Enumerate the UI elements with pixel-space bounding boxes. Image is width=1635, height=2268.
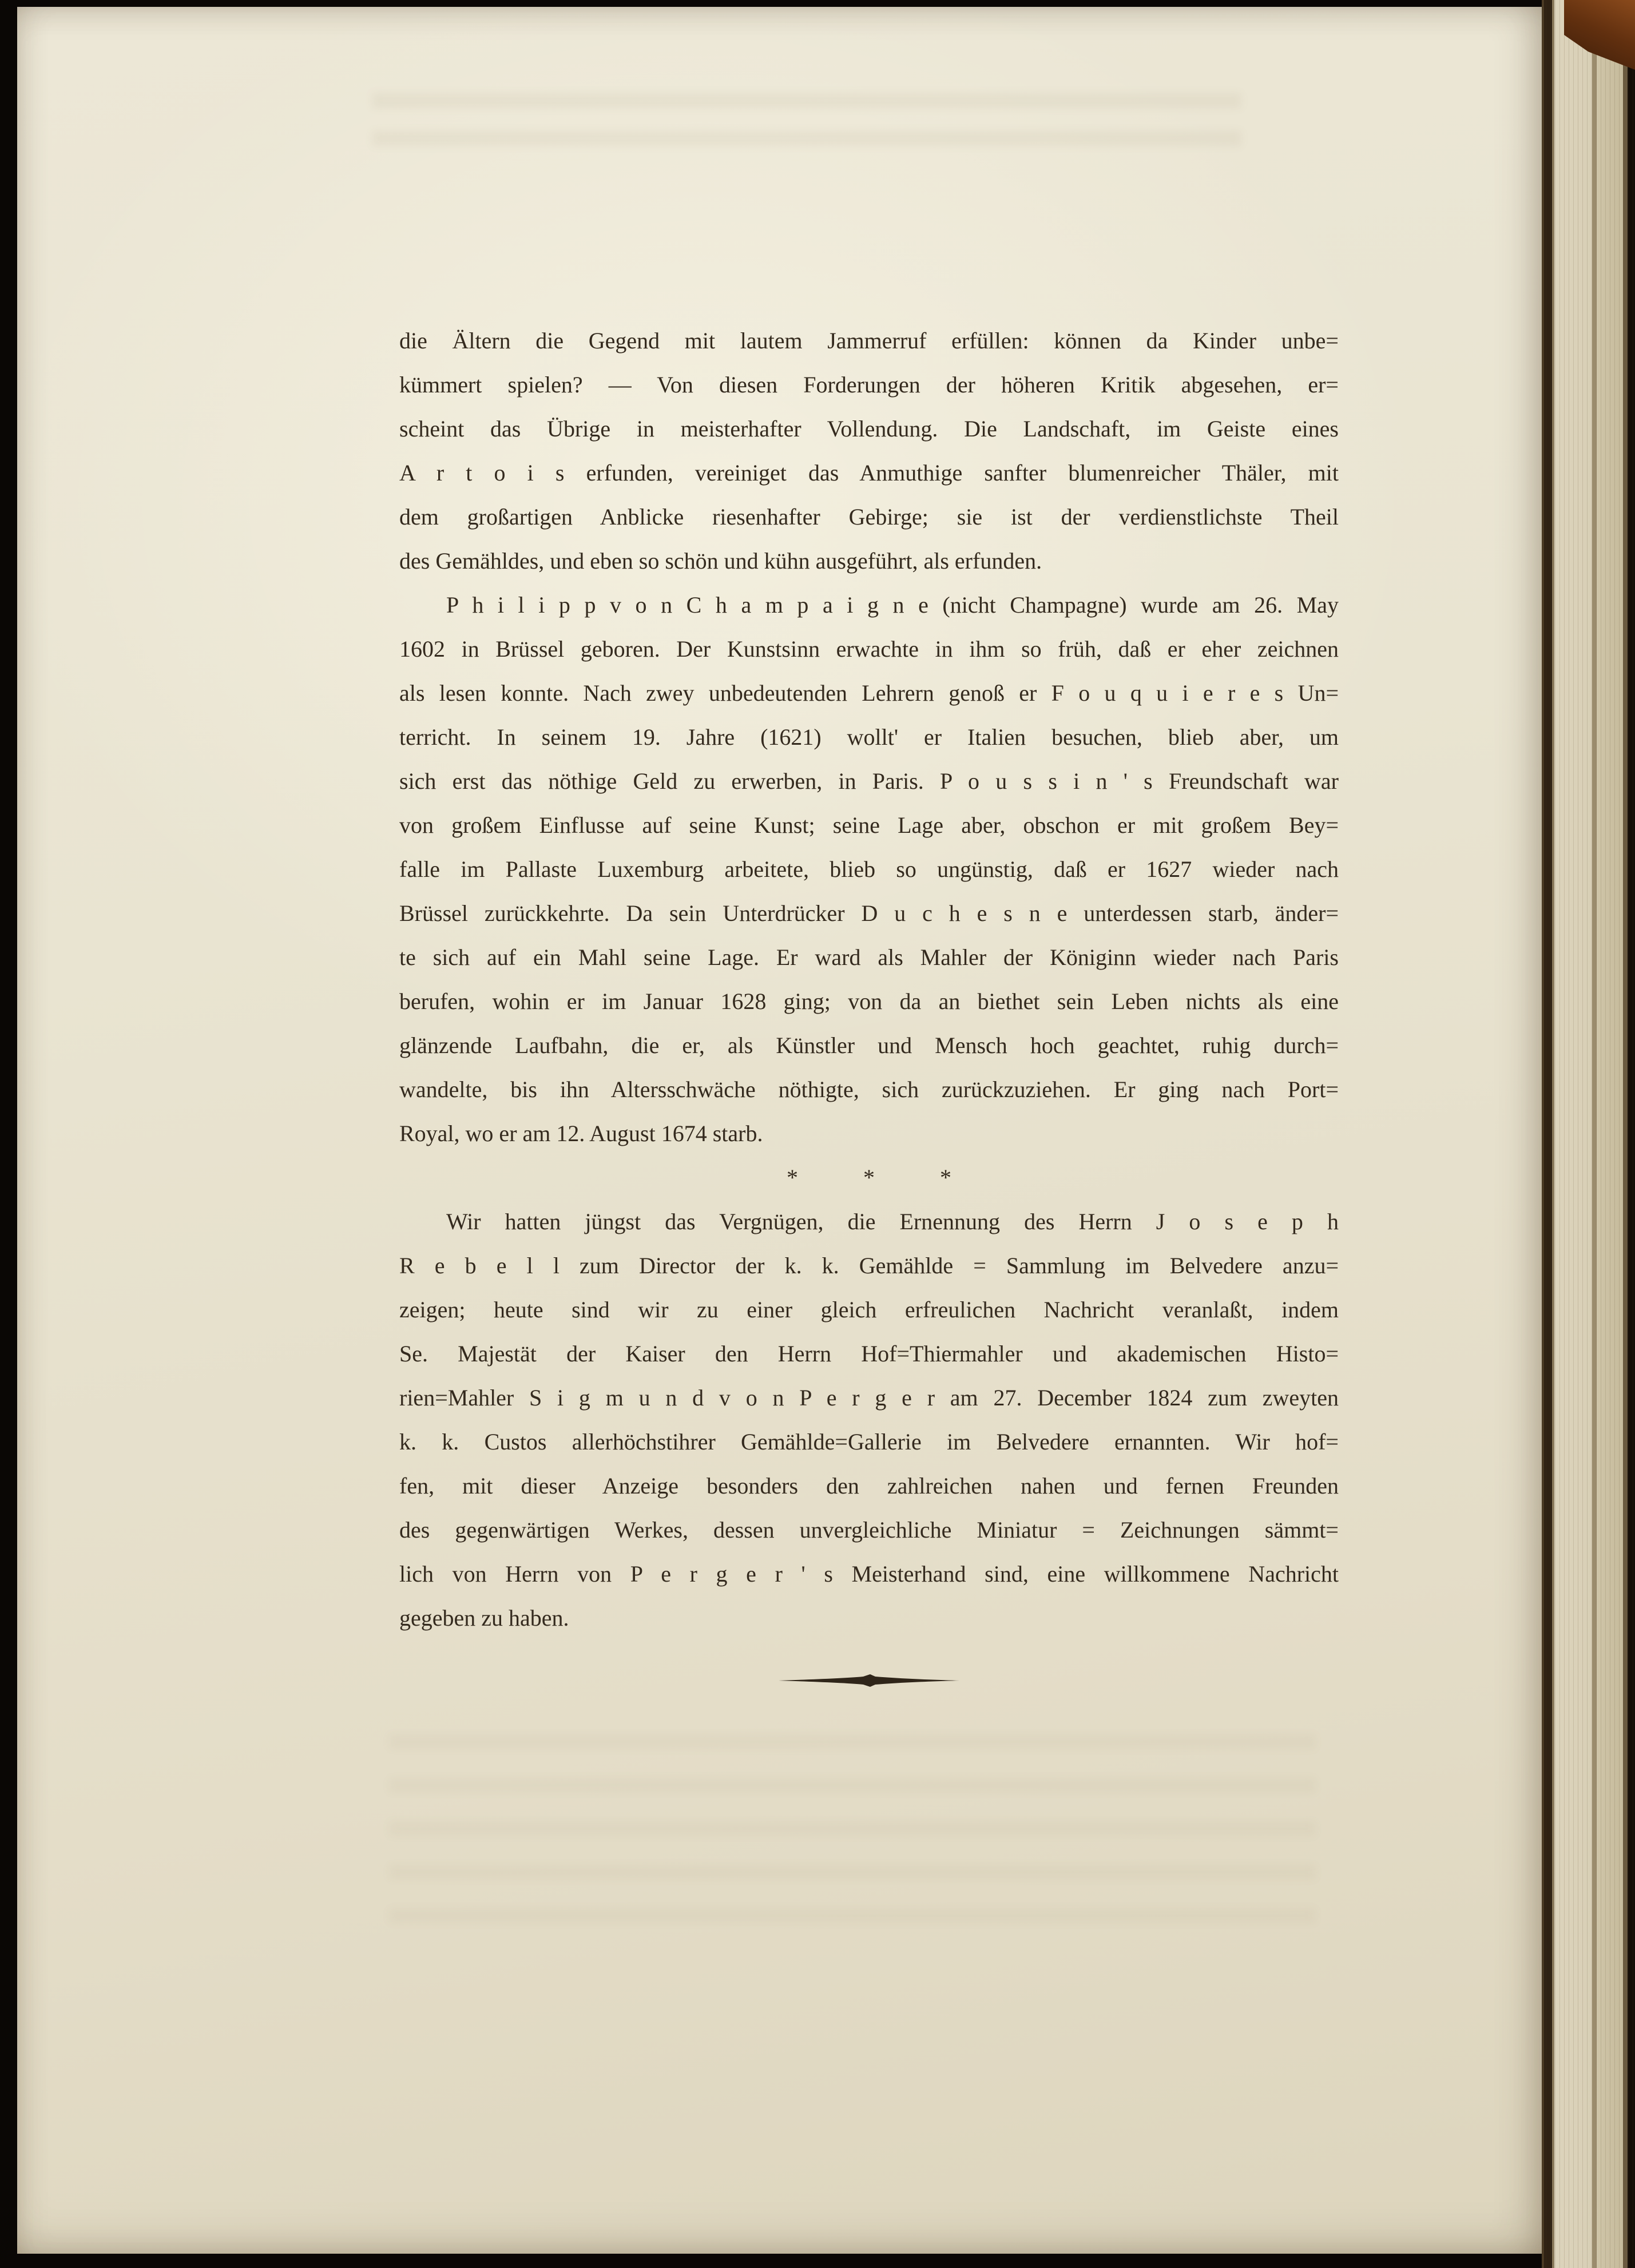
- text-line: Wir hatten jüngst das Vergnügen, die Ernennung des Herrn J o s e p h: [446, 1209, 1339, 1234]
- page: [17, 7, 1542, 2254]
- text-line: R e b e l l zum Director der k. k. Gemählde = Sammlung im Belvedere anzu=: [399, 1253, 1339, 1278]
- show-through-top: [372, 93, 1241, 161]
- show-through-bottom: [389, 1734, 1316, 1923]
- text-line: rien=Mahler S i g m u n d v o n P e r g e r am 27. December 1824 zum zweyten: [399, 1385, 1339, 1411]
- text-line: terricht. In seinem 19. Jahre (1621) wollt' er Italien besuchen, blieb aber, um: [399, 724, 1339, 750]
- text-line: scheint das Übrige in meisterhafter Vollendung. Die Landschaft, im Geiste eines: [399, 416, 1339, 442]
- text-line: k. k. Custos allerhöchstihrer Gemählde=Gallerie im Belvedere ernannten. Wir hof=: [399, 1429, 1339, 1455]
- text-line: als lesen konnte. Nach zwey unbedeutenden Lehrern genoß er F o u q u i e r e s Un=: [399, 680, 1339, 706]
- book-fore-edge: [1542, 0, 1635, 2268]
- text-line: glänzende Laufbahn, die er, als Künstler und Mensch hoch geachtet, ruhig durch=: [399, 1032, 1339, 1058]
- decorative-rule: [399, 1673, 1339, 1691]
- text-line: sich erst das nöthige Geld zu erwerben, in Paris. P o u s s i n ' s Freundschaft war: [399, 768, 1339, 794]
- swelled-rule-icon: [777, 1673, 961, 1688]
- text-line: dem großartigen Anblicke riesenhafter Gebirge; sie ist der verdienstlichste Theil: [399, 504, 1339, 530]
- text-line: die Ältern die Gegend mit lautem Jammerruf erfüllen: können da Kinder unbe=: [399, 328, 1339, 353]
- text-line: kümmert spielen? — Von diesen Forderungen der höheren Kritik abgesehen, er=: [399, 372, 1339, 398]
- text-line: te sich auf ein Mahl seine Lage. Er ward als Mahler der Königinn wieder nach Paris: [399, 944, 1339, 970]
- text-line: Royal, wo er am 12. August 1674 starb.: [399, 1121, 763, 1146]
- section-separator: * * *: [787, 1165, 981, 1190]
- paragraph-2: [399, 583, 1339, 1155]
- text-line: wandelte, bis ihn Altersschwäche nöthigte, sich zurückzuziehen. Er ging nach Port=: [399, 1077, 1339, 1102]
- text-line: des Gemähldes, und eben so schön und kühn ausgeführt, als erfunden.: [399, 548, 1042, 574]
- page-text: [399, 319, 1339, 1691]
- text-line: lich von Herrn von P e r g e r ' s Meisterhand sind, eine willkommene Nachricht: [399, 1561, 1339, 1587]
- paragraph-3: [399, 1199, 1339, 1640]
- text-line: fen, mit dieser Anzeige besonders den zahlreichen nahen und fernen Freunden: [399, 1473, 1339, 1499]
- text-line: Se. Majestät der Kaiser den Herrn Hof=Thiermahler und akademischen Histo=: [399, 1341, 1339, 1367]
- paragraph-1: [399, 319, 1339, 583]
- text-line: P h i l i p p v o n C h a m p a i g n e (nicht Champagne) wurde am 26. May: [446, 592, 1339, 618]
- text-line: des gegenwärtigen Werkes, dessen unvergleichliche Miniatur = Zeichnungen sämmt=: [399, 1517, 1339, 1543]
- text-line: gegeben zu haben.: [399, 1605, 569, 1631]
- text-line: A r t o i s erfunden, vereiniget das Anmuthige sanfter blumenreicher Thäler, mit: [399, 460, 1339, 486]
- text-line: 1602 in Brüssel geboren. Der Kunstsinn erwachte in ihm so früh, daß er eher zeichnen: [399, 636, 1339, 662]
- text-line: zeigen; heute sind wir zu einer gleich erfreulichen Nachricht veranlaßt, indem: [399, 1297, 1339, 1322]
- text-line: Brüssel zurückkehrte. Da sein Unterdrücker D u c h e s n e unterdessen starb, änder=: [399, 900, 1339, 926]
- text-line: von großem Einflusse auf seine Kunst; seine Lage aber, obschon er mit großem Bey=: [399, 812, 1339, 838]
- text-line: berufen, wohin er im Januar 1628 ging; von da an biethet sein Leben nichts als eine: [399, 988, 1339, 1014]
- text-line: falle im Pallaste Luxemburg arbeitete, blieb so ungünstig, daß er 1627 wieder nach: [399, 856, 1339, 882]
